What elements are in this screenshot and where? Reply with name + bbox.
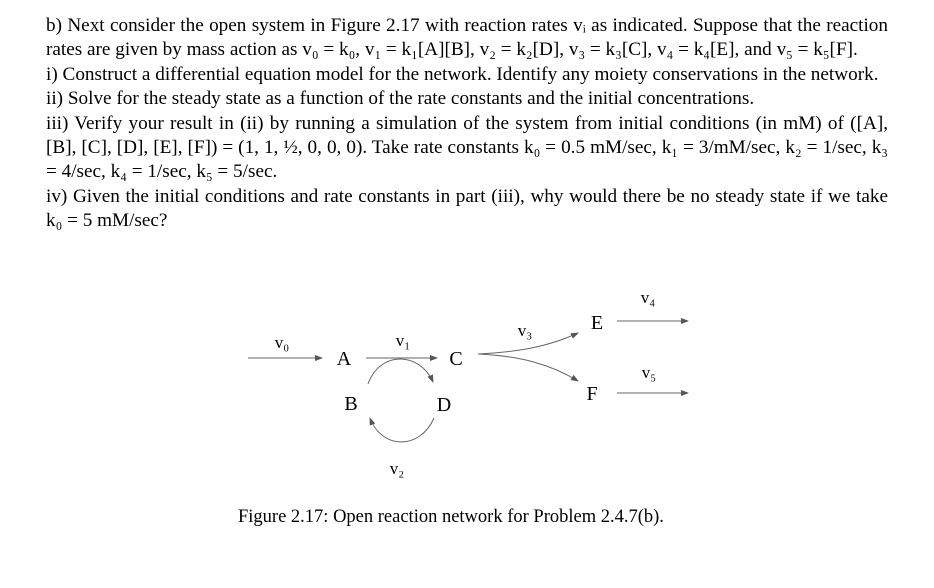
species-f: F xyxy=(586,383,598,405)
arrow-v2 xyxy=(370,418,434,442)
rate-v5: v₅ xyxy=(641,363,657,382)
figure-caption: Figure 2.17: Open reaction network for Problem 2.4.7(b). xyxy=(238,507,664,527)
problem-part-ii: ii) Solve for the steady state as a function of the rate constants and the initial concentrations. xyxy=(46,88,755,110)
rate-v2: v₂ xyxy=(389,459,405,478)
rate-v1: v₁ xyxy=(395,331,411,350)
rate-v0: v₀ xyxy=(274,333,290,352)
arrow-v3-to-f xyxy=(478,354,578,381)
problem-part-i: i) Construct a differential equation model for the network. Identify any moiety conservations in the network. xyxy=(46,63,879,85)
species-e: E xyxy=(590,312,604,334)
rate-v4: v₄ xyxy=(640,288,656,307)
species-a: A xyxy=(336,348,352,370)
species-d: D xyxy=(436,394,452,416)
species-c: C xyxy=(449,348,463,370)
problem-part-b: b) Next consider the open system in Figure 2.17 with reaction rates vᵢ as indicated. Suppose that the reaction rates are given by mass action as v₀ = k₀, v₁ = k₁[A][B], v₂ = k₂[D], v₃ = k₃[C], v₄ = k₄[E], and v₅ = k₅[F]. xyxy=(46,15,888,61)
rate-v3: v₃ xyxy=(517,321,533,340)
species-b: B xyxy=(344,393,358,415)
problem-part-iii: iii) Verify your result in (ii) by running a simulation of the system from initial conditions (in mM) of ([A], [B], [C], [D], [E], [F]) = (1, 1, ½, 0, 0, 0). Take rate constants k₀ = 0.5 mM/sec, k₁ = 3/mM/sec, k₂ = 1/sec, k₃ = 4/sec, k₄ = 1/sec, k₅ = 5/sec. xyxy=(46,112,888,183)
problem-part-iv: iv) Given the initial conditions and rate constants in part (iii), why would there be no steady state if we take k₀ = 5 mM/sec? xyxy=(46,185,888,232)
arrow-b-to-d xyxy=(368,359,433,384)
